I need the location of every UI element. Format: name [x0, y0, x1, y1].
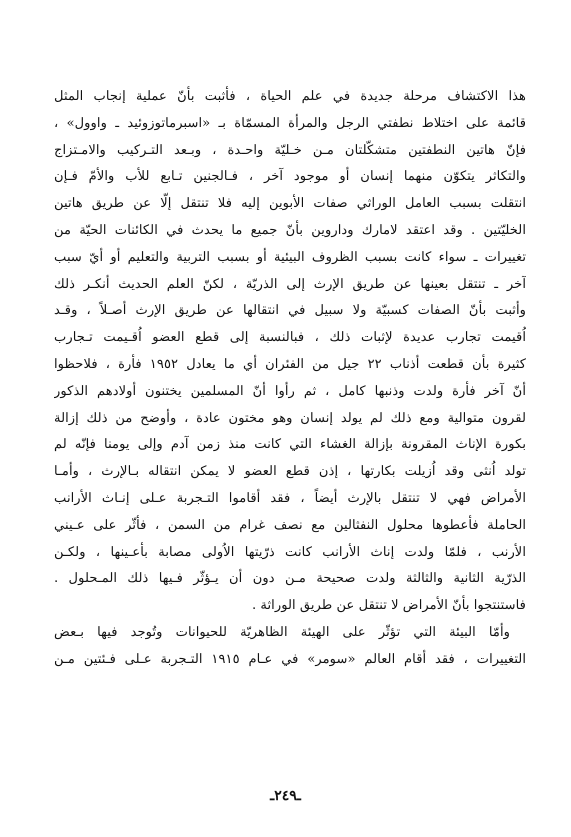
text-line: تغييرات ـ سواء كانت بسبب الظروف البيئية أو بسبب التربية والتعليم أو أيّ سبب [54, 249, 526, 265]
text-line: وأثبت بأنّ الصفات كسبيّة ولا سبيل في انتقالها عن طريق الإرث أصـلاً ، وقـد [54, 303, 526, 319]
text-line: الخليّتين . وقد اعتقد لامارك وداروين بأنّ جميع ما يحدث في الكائنات الحيّة من [54, 222, 526, 238]
text-line: فإنّ هاتين النطفتين متشكّلتان مـن خـليّة واحـدة ، وبـعد التـركيب والامـتزاج [54, 142, 526, 158]
paragraph-end-line: فاستنتجوا بأنّ الأمراض لا تنتقل عن طريق الوراثة . [252, 598, 526, 614]
text-line: هذا الاكتشاف مرحلة جديدة في علم الحياة ، فأثبت بأنّ عملية إنجاب المثل [54, 89, 526, 104]
text-line: التغييرات ، فقد أقام العالم «سومر» في عـام ١٩١٥ التـجربة عـلى فـئتين مـن [54, 651, 526, 667]
text-line: كثيرة بأن قطعت أذناب ٢٢ جيل من الفئران أي ما يعادل ١٩٥٢ فأرة ، فلاحظوا [54, 356, 526, 372]
text-line: آخر ـ تنتقل بعينها عن طريق الإرث إلى الذريّة ، لكنّ العلم الحديث أنكـر ذلك [54, 276, 526, 292]
text-line: الحاملة فأعطوها محلول النفثالين مع نصف غرام من السمن ، فأثّر على عـيني [54, 517, 526, 533]
page-number: ـ٢٤٩ـ [270, 788, 301, 804]
text-line: لقرون متوالية ومع ذلك لم يولد إنسان وهو مختون عادة ، وأوضح من ذلك إزالة [54, 410, 526, 426]
text-line: الأرنب ، فلمّا ولدت إناث الأرانب كانت ذرّيتها الاُولى مصابة بأعـينها ، ولكـن [54, 544, 526, 560]
document-page [54, 84, 526, 674]
text-line: تولد اُنثى وقد اُزيلت بكارتها ، إذن قطع العضو لا يمكن انتقاله بـالإرث ، وأمـا [54, 464, 526, 480]
text-line: الأمراض فهي لا تنتقل بالإرث أيضاً ، فقد أقاموا التـجربة عـلى إنـاث الأرانب [54, 490, 526, 506]
text-line: انتقلت بسبب العامل الوراثي صفات الأبوين إليه فلا تنتقل إلّا عن طريق هاتين [54, 196, 526, 212]
text-line: اُقيمت تجارب عديدة لإثبات ذلك ، فبالنسبة إلى قطع العضو اُقـيمت تـجارب [54, 330, 526, 346]
text-line: الذرّية الثانية والثالثة ولدت صحيحة مـن دون أن يـؤثّر فـيها ذلك المـحلول . [54, 571, 526, 587]
text-line: والتكاثر يتكوّن منهما إنسان أو موجود آخر ، فـالجنين تـابع للأب والأمّ فـإن [54, 169, 526, 185]
text-line: قائمة على اختلاط نطفتي الرجل والمرأة المسمّاة بـ «اسبرماتوزوئيد ـ واوول» ، [54, 115, 526, 131]
text-line: بكورة الإناث المقرونة بإزالة الغشاء التي كانت منذ زمن آدم وإلى يومنا فإنّه لم [54, 437, 526, 453]
paragraph-start-line: وأمّا البيئة التي تؤثّر على الهيئة الظاهريّة للحيوانات وتُوجد فيها بـعض [54, 624, 510, 640]
text-line: أنّ آخر فأرة ولدت وذنبها كامل ، ثم رأوا أنّ المسلمين يختنون أولادهم الذكور [54, 383, 526, 399]
